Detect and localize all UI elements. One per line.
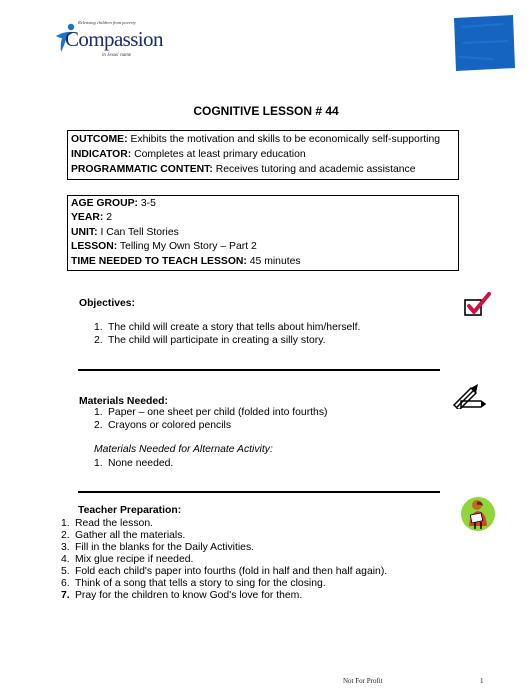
alternate-materials-heading: Materials Needed for Alternate Activity: bbox=[94, 444, 273, 455]
age-group-label: AGE GROUP: bbox=[71, 198, 138, 209]
age-group-value: 3-5 bbox=[137, 198, 156, 209]
preparation-item bbox=[61, 554, 193, 565]
unit-value: I Can Tell Stories bbox=[97, 227, 179, 238]
time-row bbox=[71, 256, 301, 267]
unit-row bbox=[71, 227, 179, 238]
preparation-number: 1. bbox=[61, 518, 70, 529]
lesson-row bbox=[71, 241, 257, 252]
preparation-text: Mix glue recipe if needed. bbox=[75, 554, 194, 565]
lesson-title: COGNITIVE LESSON # 44 bbox=[193, 104, 339, 118]
checkmark-box-icon bbox=[463, 292, 491, 318]
preparation-number: 2. bbox=[61, 530, 70, 541]
preparation-text: Think of a song that tells a story to sing for the closing. bbox=[75, 578, 326, 589]
alternate-material-item bbox=[94, 458, 173, 469]
preparation-text: Fold each child's paper into fourths (fold in half and then half again). bbox=[75, 566, 388, 577]
preparation-number: 3. bbox=[61, 542, 70, 553]
objective-number: 1. bbox=[94, 322, 103, 333]
preparation-number: 6. bbox=[61, 578, 70, 589]
material-number: 2. bbox=[94, 420, 103, 431]
compassion-logo bbox=[52, 20, 164, 70]
pencils-icon bbox=[451, 381, 487, 409]
teacher-reading-icon bbox=[460, 496, 496, 532]
time-label: TIME NEEDED TO TEACH LESSON: bbox=[71, 256, 247, 267]
preparation-item bbox=[61, 578, 326, 589]
footer-note: Not For Profit bbox=[343, 677, 383, 685]
preparation-item bbox=[61, 542, 254, 553]
outcome-row bbox=[71, 134, 440, 145]
preparation-text: Read the lesson. bbox=[75, 518, 153, 529]
indicator-label: INDICATOR: bbox=[71, 149, 132, 160]
programmatic-content-label: PROGRAMMATIC CONTENT: bbox=[71, 164, 213, 175]
material-item bbox=[94, 407, 328, 418]
programmatic-content-row bbox=[71, 164, 416, 175]
preparation-item bbox=[61, 590, 302, 601]
age-group-row bbox=[71, 198, 156, 209]
indicator-row bbox=[71, 149, 306, 160]
time-value: 45 minutes bbox=[246, 256, 301, 267]
material-number: 1. bbox=[94, 407, 103, 418]
indicator-value: Completes at least primary education bbox=[131, 149, 306, 160]
preparation-number: 5. bbox=[61, 566, 70, 577]
objective-number: 2. bbox=[94, 335, 103, 346]
blue-corner-block bbox=[453, 15, 515, 71]
logo-subline: in Jesus' name bbox=[102, 53, 132, 58]
section-divider bbox=[78, 369, 440, 371]
preparation-number: 4. bbox=[61, 554, 70, 565]
material-text: Crayons or colored pencils bbox=[108, 420, 232, 431]
material-text: Paper – one sheet per child (folded into fourths) bbox=[108, 407, 328, 418]
preparation-heading: Teacher Preparation: bbox=[78, 505, 182, 516]
objective-item bbox=[94, 322, 360, 333]
preparation-item bbox=[61, 530, 185, 541]
outcome-box bbox=[67, 130, 459, 180]
outcome-value: Exhibits the motivation and skills to be economically self-supporting bbox=[127, 134, 441, 145]
alternate-material-text: None needed. bbox=[108, 458, 174, 469]
alternate-material-number: 1. bbox=[94, 458, 103, 469]
lesson-info-box bbox=[67, 195, 459, 271]
section-divider bbox=[78, 491, 440, 493]
preparation-item bbox=[61, 518, 153, 529]
preparation-text: Pray for the children to know God's love for them. bbox=[75, 590, 303, 601]
lesson-value: Telling My Own Story – Part 2 bbox=[117, 241, 257, 252]
logo-tagline: Releasing children from poverty bbox=[78, 20, 136, 25]
preparation-text: Gather all the materials. bbox=[75, 530, 186, 541]
objectives-heading: Objectives: bbox=[79, 298, 136, 309]
preparation-text: Fill in the blanks for the Daily Activities. bbox=[75, 542, 255, 553]
programmatic-content-value: Receives tutoring and academic assistance bbox=[212, 164, 416, 175]
page-number: 1 bbox=[480, 677, 484, 685]
objective-item bbox=[94, 335, 326, 346]
materials-heading: Materials Needed: bbox=[79, 396, 168, 407]
lesson-label: LESSON: bbox=[71, 241, 118, 252]
objective-text: The child will participate in creating a silly story. bbox=[108, 335, 326, 346]
logo-wordmark: Compassion bbox=[65, 27, 163, 51]
year-value: 2 bbox=[103, 212, 113, 223]
year-label: YEAR: bbox=[71, 212, 104, 223]
material-item bbox=[94, 420, 231, 431]
unit-label: UNIT: bbox=[71, 227, 98, 238]
outcome-label: OUTCOME: bbox=[71, 134, 128, 145]
preparation-number: 7. bbox=[61, 590, 70, 601]
objective-text: The child will create a story that tells about him/herself. bbox=[108, 322, 361, 333]
year-row bbox=[71, 212, 112, 223]
preparation-item bbox=[61, 566, 387, 577]
